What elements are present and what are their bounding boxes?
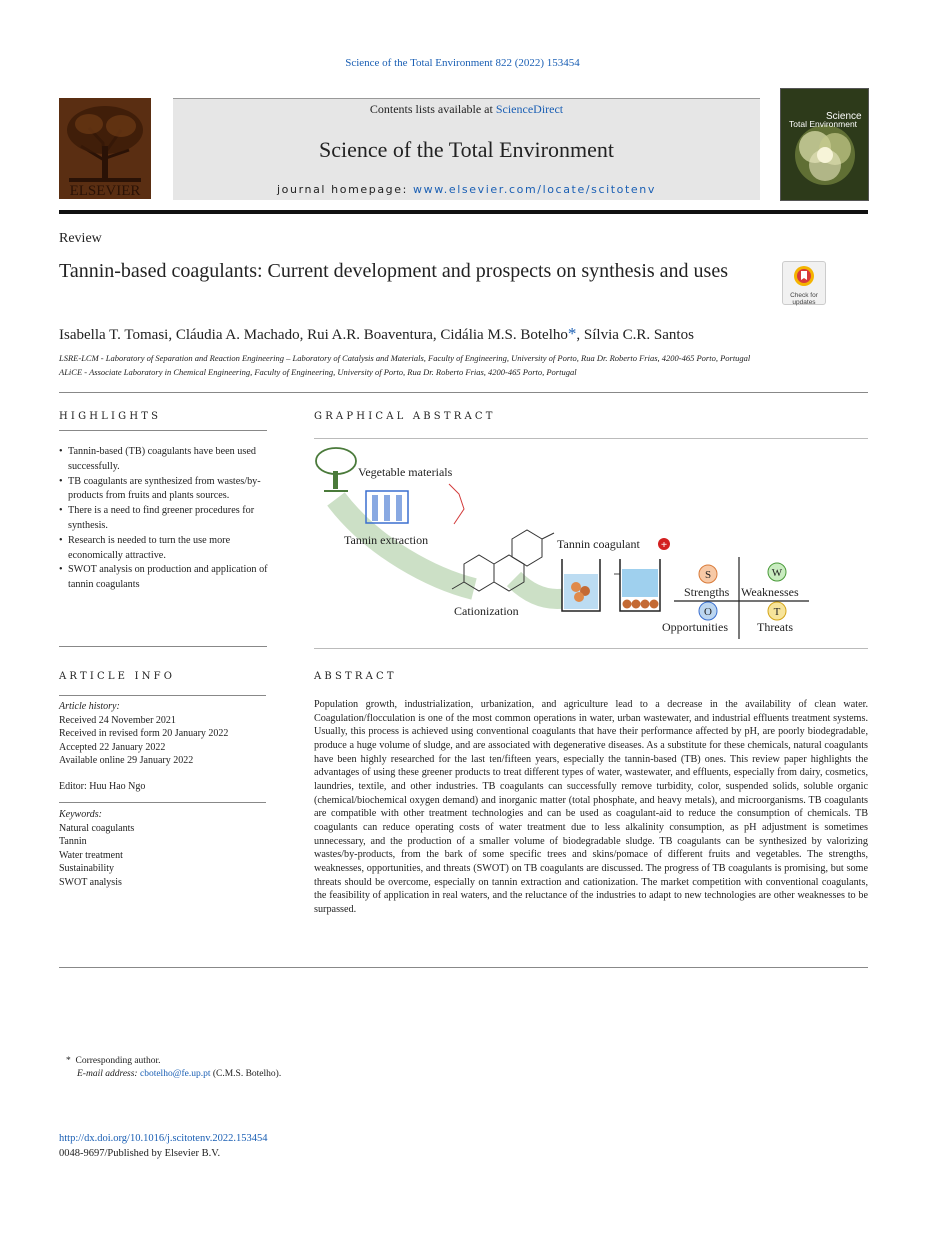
beaker-before-icon bbox=[562, 559, 600, 611]
graphical-abstract-heading: GRAPHICAL ABSTRACT bbox=[314, 411, 496, 422]
keyword-item: Sustainability bbox=[59, 863, 114, 875]
highlight-item: • SWOT analysis on production and application of tannin coagulants bbox=[59, 563, 269, 593]
journal-title: Science of the Total Environment bbox=[319, 137, 614, 162]
article-title: Tannin-based coagulants: Current development and prospects on synthesis and uses bbox=[59, 260, 729, 282]
history-received: Received 24 November 2021 bbox=[59, 714, 176, 726]
svg-text:W: W bbox=[771, 567, 783, 579]
keyword-item: Tannin bbox=[59, 836, 87, 848]
affiliation-2: ALiCE - Associate Laboratory in Chemical Engineering, Faculty of Engineering, University of Porto, Rua Dr. Roberto Frias, 4200-465 Porto, Portugal bbox=[59, 367, 577, 377]
crossmark-icon bbox=[793, 265, 815, 287]
keyword-item: SWOT analysis bbox=[59, 876, 122, 888]
ga-label-coagulant: Tannin coagulant bbox=[557, 537, 640, 551]
author-list: Isabella T. Tomasi, Cláudia A. Machado, Rui A.R. Boaventura, Cidália M.S. Botelho*, Sílvia C.R. Santos bbox=[59, 324, 694, 343]
journal-cover bbox=[780, 88, 869, 201]
ga-label-extraction: Tannin extraction bbox=[344, 533, 429, 547]
cover-image bbox=[781, 89, 868, 200]
highlights-heading: HIGHLIGHTS bbox=[59, 411, 162, 422]
journal-masthead bbox=[173, 98, 760, 200]
homepage-link[interactable]: www.elsevier.com/locate/scitotenv bbox=[413, 183, 656, 196]
highlights-bottom-rule bbox=[59, 646, 267, 647]
highlight-item: • Research is needed to turn the use more economically attractive. bbox=[59, 534, 269, 564]
affiliation-1: LSRE-LCM - Laboratory of Separation and Reaction Engineering – Laboratory of Catalysis and Materials, Faculty of Engineering, University of Porto, Rua Dr. Roberto Frias, 4200-465 Porto, Portugal bbox=[59, 353, 751, 363]
keyword-item: Water treatment bbox=[59, 849, 123, 861]
ga-label-threats: Threats bbox=[757, 620, 793, 634]
corresponding-author-mark[interactable]: * bbox=[567, 324, 577, 343]
ga-label-vegetable: Vegetable materials bbox=[358, 465, 453, 479]
svg-text:T: T bbox=[773, 606, 781, 618]
test-tube-rack-icon bbox=[366, 491, 408, 523]
ga-label-cationization: Cationization bbox=[454, 604, 519, 618]
article-info-heading: ARTICLE INFO bbox=[59, 671, 176, 682]
corresponding-author-note: * Corresponding author. bbox=[66, 1056, 161, 1066]
affiliation-divider bbox=[59, 392, 868, 393]
copyright: 0048-9697/Published by Elsevier B.V. bbox=[59, 1148, 221, 1159]
svg-text:O: O bbox=[704, 606, 712, 618]
highlights-rule bbox=[59, 430, 267, 431]
history-label: Article history: bbox=[59, 701, 120, 712]
history-revised: Received in revised form 20 January 2022 bbox=[59, 728, 229, 740]
abstract-text: Population growth, industrialization, urbanization, and agriculture lead to a decrease in the availability of clean water. Coagulation/flocculation is one of the most common operations in water, urban wastewater, and industrial effluents treatment systems. Usually, this process is achieved using conventional coagulants that have their performance affected by pH, are poorly biodegradable, produce a huge volume of sludge, and are associated with degenerative diseases. As a substitute for these chemicals, natural coagulants have been highly researched for the last ten/fifteen years, especially the tannin-based (TB) ones. This review paper highlights the advantages of using these greener products to treat different types of water, wastewater, and effluents, especially from dairy, cosmetics, laundries, textile, and other industries. TB coagulants can successfully remove turbidity, color, suspended solids, soluble organic (chemical/biochemical oxygen demand) and inorganic matter (total phosphate, and heavy metals), and microorganisms. TB coagulants are compatible with other treatment technologies and can be used as coagulant-aid to reduce the consumption of chemicals. TB coagulants can reduce operating costs of water treatment due to less alkalinity consumption, as pH adjustment is sometimes unnecessary, and the production of a smaller volume of biodegradable sludge. TB coagulants can be synthesized by valorizing wastes/by-products, from the bark of some specific trees and skins/pomace of different fruits and vegetables. The strengths, weaknesses, opportunities, and threats (SWOT) on TB coagulants are discussed. The progress of TB coagulants is promising, but some threats should be overcome, especially on tannin extraction and cationization. The market competition with conventional coagulants, the feasibility of application in real waters, and the reluctance of the industries to adapt to new technologies are other weaknesses to be surpassed. bbox=[314, 699, 868, 915]
check-for-updates-badge[interactable]: Check for updates bbox=[782, 261, 826, 305]
header-rule bbox=[59, 210, 868, 214]
svg-text:+: + bbox=[660, 539, 668, 551]
abstract-bottom-rule bbox=[59, 967, 868, 968]
history-online: Available online 29 January 2022 bbox=[59, 755, 194, 767]
sciencedirect-link[interactable]: ScienceDirect bbox=[495, 102, 564, 116]
email-note: E-mail address: cbotelho@fe.up.pt (C.M.S. Botelho). bbox=[77, 1069, 282, 1079]
beaker-after-icon bbox=[620, 559, 660, 611]
journal-homepage: journal homepage: www.elsevier.com/locate/scitotenv bbox=[277, 183, 656, 196]
highlight-item: • There is a need to find greener procedures for synthesis. bbox=[59, 504, 269, 534]
svg-text:Total Environment: Total Environment bbox=[789, 119, 858, 129]
email-link[interactable]: cbotelho@fe.up.pt bbox=[139, 1069, 211, 1079]
svg-text:S: S bbox=[704, 569, 712, 581]
abstract-heading: ABSTRACT bbox=[314, 671, 397, 682]
keyword-item: Natural coagulants bbox=[59, 822, 135, 834]
history-accepted: Accepted 22 January 2022 bbox=[59, 741, 166, 753]
elsevier-wordmark: ELSEVIER bbox=[69, 183, 141, 199]
journal-reference[interactable]: Science of the Total Environment 822 (2022) 153454 bbox=[345, 57, 580, 69]
article-history bbox=[59, 700, 266, 768]
highlight-item: • TB coagulants are synthesized from wastes/by-products from fruits and plants sources. bbox=[59, 475, 269, 505]
keywords-label: Keywords: bbox=[59, 809, 102, 820]
svg-text:Science: Science bbox=[826, 111, 862, 122]
molecule-structure-icon bbox=[449, 484, 554, 591]
highlight-item: • Tannin-based (TB) coagulants have been used successfully. bbox=[59, 445, 269, 475]
editor: Editor: Huu Hao Ngo bbox=[59, 781, 146, 792]
article-type: Review bbox=[59, 231, 102, 246]
article-info-rule bbox=[59, 695, 266, 696]
graphical-abstract-figure bbox=[314, 439, 868, 648]
graphical-abstract bbox=[314, 438, 868, 649]
tree-icon bbox=[316, 448, 356, 491]
contents-availability: Contents lists available at ScienceDirect bbox=[369, 102, 564, 116]
keywords bbox=[59, 808, 266, 890]
ga-label-strengths: Strengths bbox=[684, 585, 730, 599]
elsevier-tree-icon bbox=[59, 98, 151, 199]
ga-label-opportunities: Opportunities bbox=[662, 620, 728, 634]
highlights-list bbox=[59, 445, 269, 593]
doi-link[interactable]: http://dx.doi.org/10.1016/j.scitotenv.2022.153454 bbox=[59, 1133, 268, 1144]
elsevier-logo bbox=[59, 98, 151, 199]
keywords-rule bbox=[59, 802, 266, 803]
ga-label-weaknesses: Weaknesses bbox=[741, 585, 799, 599]
